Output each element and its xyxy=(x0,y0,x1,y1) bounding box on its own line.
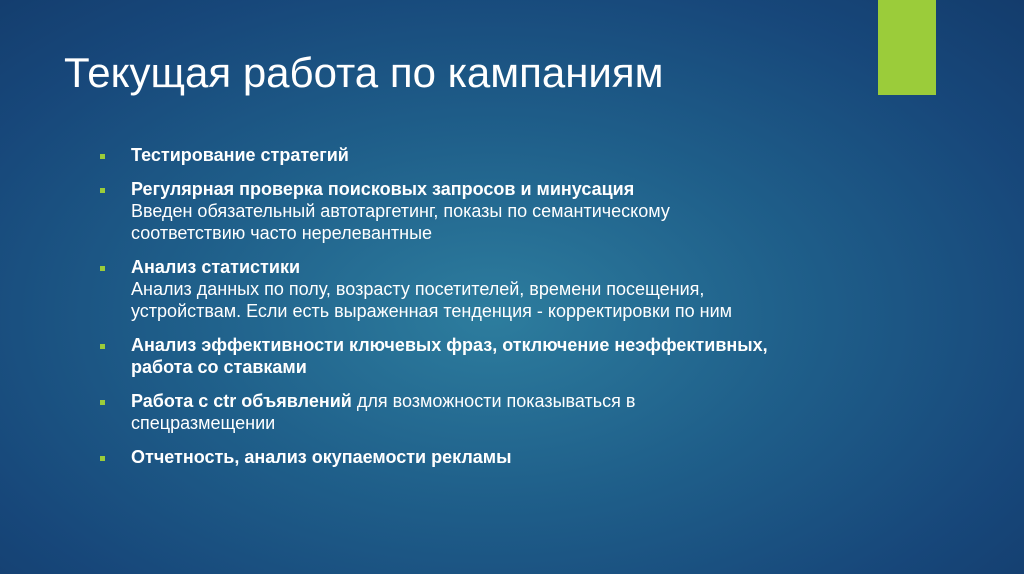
bullet-marker-icon xyxy=(100,400,105,405)
bullet-item xyxy=(100,256,920,322)
bullet-marker-icon xyxy=(100,266,105,271)
bullet-heading: Анализ статистики xyxy=(131,257,301,277)
bullet-item xyxy=(100,334,920,378)
bullet-text: Введен обязательный автотаргетинг, показы по семантическому xyxy=(131,201,670,221)
bullet-text: спецразмещении xyxy=(131,413,276,433)
bullet-heading: Тестирование стратегий xyxy=(131,145,349,165)
bullet-heading: работа со ставками xyxy=(131,357,307,377)
bullet-item xyxy=(100,390,920,434)
bullet-marker-icon xyxy=(100,344,105,349)
bullet-heading: Работа с ctr объявлений xyxy=(131,391,352,411)
bullet-marker-icon xyxy=(100,456,105,461)
bullet-marker-icon xyxy=(100,154,105,159)
bullet-text: Анализ данных по полу, возрасту посетителей, времени посещения, xyxy=(131,279,705,299)
bullet-item xyxy=(100,178,920,244)
bullet-heading: Регулярная проверка поисковых запросов и минусация xyxy=(131,179,635,199)
bullet-item xyxy=(100,144,920,166)
slide-title: Текущая работа по кампаниям xyxy=(64,49,664,96)
bullet-item xyxy=(100,446,920,468)
bullet-text: соответствию часто нерелевантные xyxy=(131,223,433,243)
bullet-marker-icon xyxy=(100,188,105,193)
bullet-list xyxy=(100,144,920,480)
bullet-heading: Отчетность, анализ окупаемости рекламы xyxy=(131,447,512,467)
bullet-text: устройствам. Если есть выраженная тенденция - корректировки по ним xyxy=(131,301,733,321)
bullet-line xyxy=(131,390,920,412)
bullet-heading: Анализ эффективности ключевых фраз, отключение неэффективных, xyxy=(131,335,768,355)
accent-bar xyxy=(878,0,936,95)
bullet-inline-text: для возможности показываться в xyxy=(351,391,636,411)
